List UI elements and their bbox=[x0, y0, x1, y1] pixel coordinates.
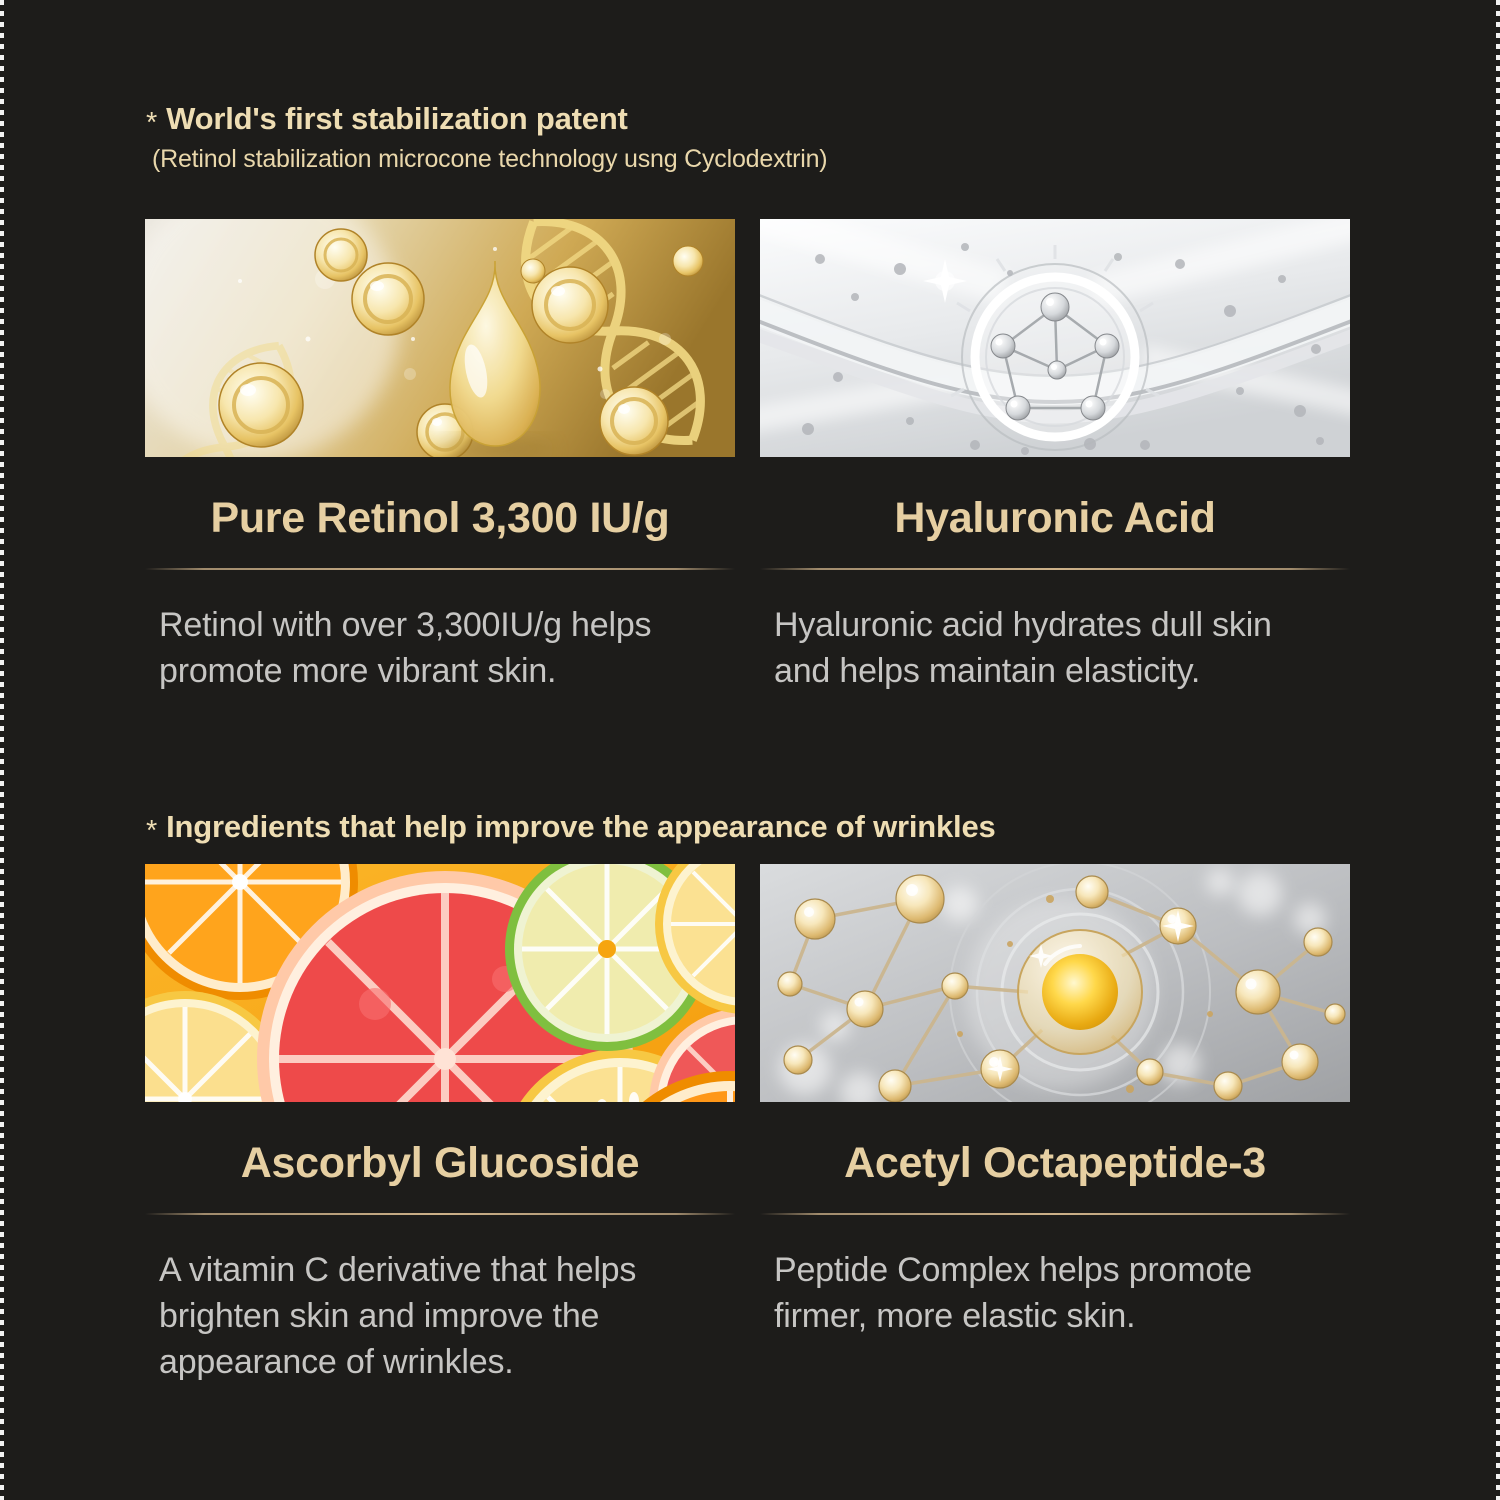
peptide-molecule-network-image bbox=[760, 864, 1350, 1102]
description-line: brighten skin and improve the bbox=[159, 1297, 600, 1335]
description-line: and helps maintain elasticity. bbox=[774, 652, 1201, 690]
ingredient-description bbox=[774, 1247, 1350, 1339]
description-line: Retinol with over 3,300IU/g helps bbox=[159, 606, 652, 644]
ingredient-title: Pure Retinol 3,300 IU/g bbox=[210, 494, 670, 542]
left-perforation-border bbox=[0, 0, 4, 1500]
ingredient-row-2 bbox=[145, 864, 1350, 1385]
ingredient-description bbox=[159, 602, 735, 694]
title-divider bbox=[760, 568, 1350, 570]
section-1-subheading: (Retinol stabilization microcone technology usng Cyclodextrin) bbox=[152, 145, 828, 173]
ingredient-row-1 bbox=[145, 219, 1350, 694]
ingredient-title: Ascorbyl Glucoside bbox=[240, 1139, 640, 1187]
citrus-slices-image bbox=[145, 864, 735, 1102]
description-line: promote more vibrant skin. bbox=[159, 652, 557, 690]
section-1-header bbox=[146, 100, 827, 174]
ingredient-description bbox=[159, 1247, 735, 1385]
ingredient-card-peptide bbox=[760, 864, 1350, 1385]
ingredient-description bbox=[774, 602, 1350, 694]
ingredient-title: Acetyl Octapeptide-3 bbox=[844, 1139, 1266, 1187]
right-perforation-border bbox=[1496, 0, 1500, 1500]
section-1-heading bbox=[146, 100, 827, 139]
ingredient-card-ascorbyl bbox=[145, 864, 735, 1385]
description-line: Peptide Complex helps promote bbox=[774, 1251, 1253, 1289]
section-2-heading-text: Ingredients that help improve the appearance of wrinkles bbox=[166, 809, 996, 844]
description-line: A vitamin C derivative that helps bbox=[159, 1251, 637, 1289]
title-divider bbox=[760, 1213, 1350, 1215]
asterisk-marker: * bbox=[146, 107, 158, 139]
section-1-heading-text: World's first stabilization patent bbox=[166, 101, 628, 136]
description-line: firmer, more elastic skin. bbox=[774, 1297, 1136, 1335]
description-line: appearance of wrinkles. bbox=[159, 1343, 514, 1381]
ingredient-card-retinol bbox=[145, 219, 735, 694]
hyaluronic-water-splash-image bbox=[760, 219, 1350, 457]
retinol-oil-dna-image bbox=[145, 219, 735, 457]
description-line: Hyaluronic acid hydrates dull skin bbox=[774, 606, 1272, 644]
ingredient-title: Hyaluronic Acid bbox=[894, 494, 1216, 542]
asterisk-marker: * bbox=[146, 815, 158, 847]
section-2-header bbox=[146, 808, 996, 847]
section-2-heading bbox=[146, 808, 996, 847]
ingredient-card-hyaluronic bbox=[760, 219, 1350, 694]
title-divider bbox=[145, 1213, 735, 1215]
title-divider bbox=[145, 568, 735, 570]
